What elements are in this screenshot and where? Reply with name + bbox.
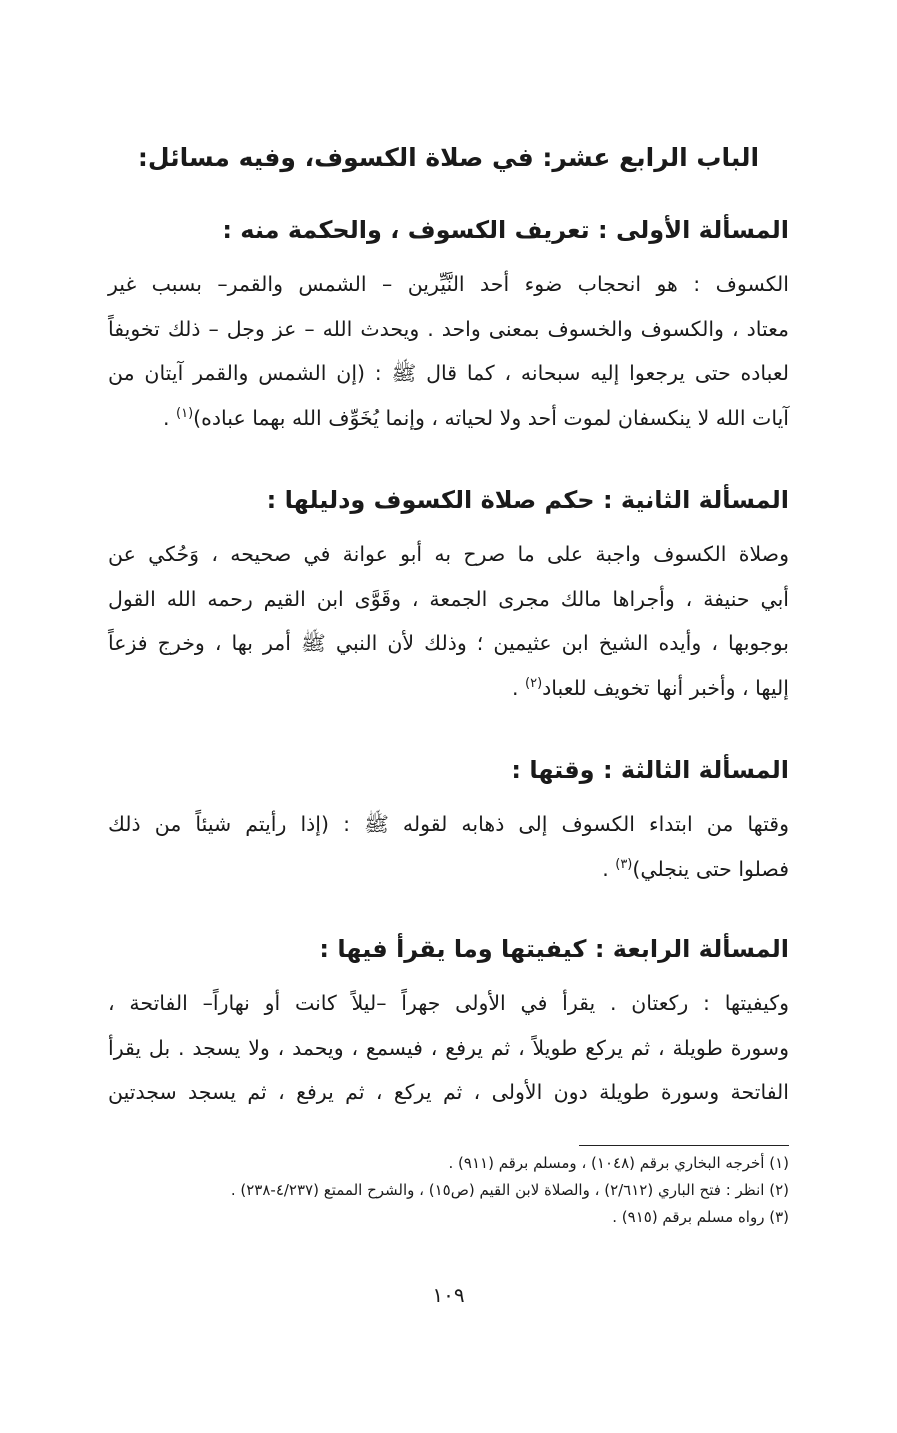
paragraph-line: لعباده حتى يرجعوا إليه سبحانه ، كما قال ﷺ : (إن الشمس والقمر آيتان من: [108, 361, 789, 385]
paragraph-line: وصلاة الكسوف واجبة على ما صرح به أبو عوانة في صحيحه ، وَحُكي عن: [108, 542, 789, 566]
footnote-1: (١) أخرجه البخاري برقم (١٠٤٨) ، ومسلم برقم (٩١١) .: [448, 1154, 789, 1172]
paragraph-line: [108, 396, 789, 441]
section-paragraph: [108, 262, 789, 440]
paragraph-line: وسورة طويلة ، ثم يركع طويلاً ، ثم يرفع ، فيسمع ، ويحمد ، ولا يسجد . بل يقرأ: [108, 1035, 789, 1060]
footnote-ref[interactable]: (٢): [525, 675, 543, 691]
paragraph-line: معتاد ، والكسوف والخسوف بمعنى واحد . ويحدث الله – عز وجل – ذلك تخويفاً: [108, 316, 789, 341]
section-heading: المسألة الثالثة : وقتها :: [511, 756, 789, 784]
paragraph-line: [108, 847, 789, 892]
paragraph-line-text: إليها ، وأخبر أنها تخويف للعباد: [542, 675, 789, 700]
paragraph-line: وكيفيتها : ركعتان . يقرأ في الأولى جهراً –ليلاً كانت أو نهاراً– الفاتحة ،: [108, 991, 789, 1015]
section-paragraph: [108, 802, 789, 891]
section-3: [108, 748, 789, 891]
paragraph-tail: .: [162, 405, 176, 430]
paragraph-tail: .: [602, 856, 616, 881]
paragraph-line: الكسوف : هو انحجاب ضوء أحد النَّيِّرين – الشمس والقمر– بسبب غير: [108, 272, 789, 296]
footnote-2: (٢) انظر : فتح الباري (٢/٦١٢) ، والصلاة لابن القيم (ص١٥) ، والشرح الممتع (٤/٢٣٧-٢٣٨) .: [230, 1181, 789, 1199]
footnotes: [108, 1150, 789, 1231]
section-heading: المسألة الأولى : تعريف الكسوف ، والحكمة منه :: [222, 216, 789, 244]
footnote-ref[interactable]: (٣): [615, 856, 633, 872]
paragraph-line: [108, 666, 789, 711]
page-number: ١٠٩: [432, 1283, 465, 1307]
paragraph-line: الفاتحة وسورة طويلة دون الأولى ، ثم يركع ، ثم يرفع ، ثم يسجد سجدتين: [108, 1080, 789, 1104]
paragraph-line: أبي حنيفة ، وأجراها مالك مجرى الجمعة ، وقَوَّى ابن القيم رحمه الله القول: [108, 586, 789, 611]
footnote-ref[interactable]: (١): [176, 405, 194, 421]
paragraph-line-text: فصلوا حتى ينجلي): [632, 856, 789, 881]
section-paragraph: [108, 981, 789, 1115]
section-heading: المسألة الرابعة : كيفيتها وما يقرأ فيها :: [319, 935, 789, 963]
footnote-divider: [579, 1145, 789, 1146]
paragraph-tail: .: [511, 675, 526, 700]
section-4: [108, 927, 789, 1115]
section-2: [108, 478, 789, 710]
footnote-3: (٣) رواه مسلم برقم (٩١٥) .: [612, 1208, 789, 1226]
section-paragraph: [108, 532, 789, 710]
section-heading: المسألة الثانية : حكم صلاة الكسوف ودليلها :: [266, 486, 789, 514]
section-1: [108, 208, 789, 440]
paragraph-line: وقتها من ابتداء الكسوف إلى ذهابه لقوله ﷺ : (إذا رأيتم شيئاً من ذلك: [108, 812, 789, 836]
paragraph-line-text: آيات الله لا ينكسفان لموت أحد ولا لحياته ، وإنما يُخَوِّف الله بهما عباده): [193, 405, 789, 430]
paragraph-line: بوجوبها ، وأيده الشيخ ابن عثيمين ؛ وذلك لأن النبي ﷺ أمر بها ، وخرج فزعاً: [108, 631, 789, 655]
chapter-title: الباب الرابع عشر: في صلاة الكسوف، وفيه مسائل:: [137, 143, 760, 172]
